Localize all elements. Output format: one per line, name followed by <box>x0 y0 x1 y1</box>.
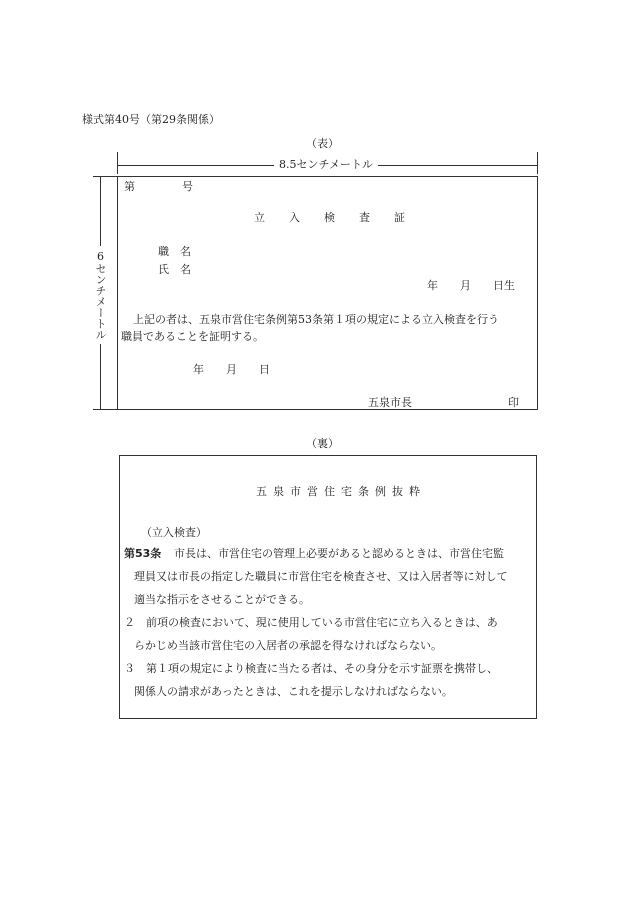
front-heading: （表） <box>306 137 339 150</box>
article-label: 第53条 <box>124 547 162 560</box>
name-label: 氏 名 <box>158 263 191 276</box>
article-line-1: 市長は、市営住宅の管理上必要があると認めるときは、市営住宅監 <box>174 547 504 560</box>
form-label: 様式第40号（第29条関係） <box>82 113 220 126</box>
width-dimension-label: 8.5センチメートル <box>274 158 378 172</box>
seal-mark: 印 <box>508 396 519 409</box>
back-title: 五泉市営住宅条例抜粋 <box>256 485 426 498</box>
clause2-line-2: らかじめ当該市営住宅の入居者の承認を得なければならない。 <box>134 639 442 652</box>
width-dim-tick-left <box>117 152 118 174</box>
article-line-3: 適当な指示をさせることができる。 <box>134 593 310 606</box>
position-label: 職 名 <box>158 245 191 258</box>
card-title: 立入検査証 <box>254 211 429 224</box>
height-dim-tick-top <box>93 176 117 177</box>
height-dim-tick-bottom <box>93 409 117 410</box>
width-dim-tick-right <box>537 152 538 174</box>
clause2-line-1: ２ 前項の検査において、現に使用している市営住宅に立ち入るときは、あ <box>124 616 498 629</box>
number-suffix: 号 <box>182 180 193 193</box>
birth-date: 年 月 日生 <box>427 279 515 292</box>
back-heading: （裏） <box>306 437 339 450</box>
clause3-line-2: 関係人の請求があったときは、これを提示しなければならない。 <box>134 685 453 698</box>
issue-date: 年 月 日 <box>193 363 270 376</box>
clause3-line-1: ３ 第１項の規定により検査に当たる者は、その身分を示す証票を携帯し、 <box>124 662 498 675</box>
certification-text-line2: 職員であることを証明する。 <box>121 330 264 343</box>
article-line-2: 理員又は市長の指定した職員に市営住宅を検査させ、又は入居者等に対して <box>134 570 508 583</box>
certification-text-line1: 上記の者は、五泉市営住宅条例第53条第１項の規定による立入検査を行う <box>133 313 499 326</box>
section-caption: （立入検査） <box>141 526 207 539</box>
issuer-name: 五泉市長 <box>368 396 412 409</box>
height-dimension-label: 6センチメートル <box>92 246 108 344</box>
number-prefix: 第 <box>124 180 135 193</box>
